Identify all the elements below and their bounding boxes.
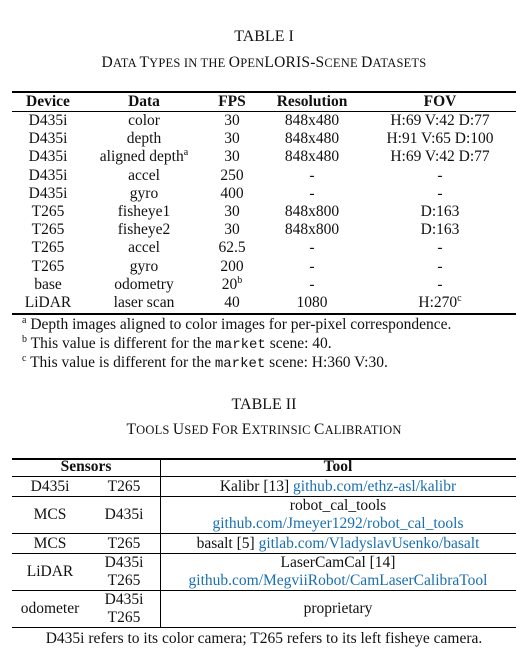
cell-text: - xyxy=(437,275,443,293)
cell-text: accel xyxy=(128,239,160,257)
cell-text: H:91 V:65 D:100 xyxy=(386,130,494,148)
table1-cell xyxy=(260,203,364,221)
cell-text: - xyxy=(437,257,443,275)
table1-cell xyxy=(84,294,204,312)
tool-cell xyxy=(160,478,516,496)
table1-cell xyxy=(260,258,364,276)
table1-header-cell: Device xyxy=(26,93,70,110)
cell-text: D435i xyxy=(28,112,68,129)
table1-cell xyxy=(12,112,84,130)
table1-cell xyxy=(12,185,84,203)
table1-cell xyxy=(12,221,84,239)
table1-cell xyxy=(364,185,516,203)
sensor-cell: odometer xyxy=(20,600,80,617)
table1-cell xyxy=(84,167,204,185)
cell-text: D:163 xyxy=(420,221,460,239)
note-text: Depth images aligned to color images for per-pixel correspondence. xyxy=(30,316,452,333)
note-text: scene: 40. xyxy=(265,335,332,352)
sensor-cell: D435i xyxy=(30,478,70,495)
tool-link[interactable]: github.com/MegviiRobot/CamLaserCalibraTool xyxy=(188,572,488,589)
cell-text: 848x480 xyxy=(284,130,340,148)
table1-cell xyxy=(204,112,260,130)
cell-text: 40 xyxy=(224,294,240,311)
table1-cell xyxy=(84,112,204,130)
table1-cell xyxy=(84,148,204,166)
cell-text: gyro xyxy=(129,257,159,275)
cell-text: color xyxy=(128,112,160,129)
table1-cell xyxy=(260,130,364,148)
table1-cell xyxy=(204,276,260,294)
tool-name: Kalibr [13] xyxy=(219,478,290,495)
cell-text: accel xyxy=(128,166,160,184)
cell-text: laser scan xyxy=(113,294,175,311)
table1-cell xyxy=(84,130,204,148)
table1-cell xyxy=(364,203,516,221)
table2-footnote: D435i refers to its color camera; T265 refers to its left fisheye camera. xyxy=(45,630,483,647)
table1-cell xyxy=(84,276,204,294)
table1-cell xyxy=(364,276,516,294)
title-part: D xyxy=(101,54,113,71)
cell-text: 200 xyxy=(220,257,244,275)
table1-title xyxy=(0,54,528,72)
tool-name: robot_cal_tools xyxy=(289,497,387,514)
title-part: ATA xyxy=(112,56,140,70)
table1-cell xyxy=(260,167,364,185)
note-marker: a xyxy=(22,314,27,326)
table1-cell xyxy=(204,258,260,276)
sensor-cell: T265 xyxy=(107,609,141,626)
cell-text: - xyxy=(437,166,443,184)
table1-header-cell: FOV xyxy=(423,93,457,110)
table2-bottom-rule xyxy=(12,627,516,628)
table1-cell xyxy=(204,239,260,257)
table1-cell xyxy=(84,185,204,203)
cell-text: 30 xyxy=(224,148,240,166)
title-part: D xyxy=(361,54,373,71)
table1-note-b xyxy=(22,335,332,353)
cell-text: T265 xyxy=(31,221,65,239)
tool-link[interactable]: github.com/Jmeyer1292/robot_cal_tools xyxy=(212,515,464,532)
table1-cell xyxy=(364,239,516,257)
note-code: market xyxy=(215,337,266,353)
cell-text: H:69 V:42 D:77 xyxy=(390,112,490,129)
sensor-cell: MCS xyxy=(33,506,67,523)
table1-note-c xyxy=(22,354,388,372)
table1-cell xyxy=(204,167,260,185)
cell-text: - xyxy=(437,184,443,202)
sensor-cell: D435i xyxy=(104,591,144,608)
cell-text: base xyxy=(34,275,62,293)
table1-cell xyxy=(364,221,516,239)
title-part: O xyxy=(228,54,241,71)
table1-cell xyxy=(12,258,84,276)
cell-text: 400 xyxy=(220,184,244,202)
cell-text: D435i xyxy=(28,166,68,184)
sensor-cell: LiDAR xyxy=(26,563,74,580)
title-part: CENE xyxy=(324,56,362,70)
footnote-marker: c xyxy=(457,292,462,304)
cell-text: T265 xyxy=(31,257,65,275)
note-code: market xyxy=(214,356,266,372)
tool-name: basalt [5] xyxy=(196,535,255,552)
sensor-cell: T265 xyxy=(107,478,141,495)
table1-cell xyxy=(84,221,204,239)
footnote-marker: a xyxy=(183,147,189,159)
cell-text: 848x480 xyxy=(284,112,340,129)
table1-cell xyxy=(364,112,516,130)
cell-text: D435i xyxy=(28,148,68,166)
cell-text: odometry xyxy=(114,275,174,293)
cell-text: LiDAR xyxy=(24,294,72,311)
note-marker: c xyxy=(22,352,27,364)
table2-number: TABLE II xyxy=(231,396,297,413)
table1-cell xyxy=(84,239,204,257)
table1-cell xyxy=(364,167,516,185)
title-part: PEN xyxy=(240,56,265,70)
table1-cell xyxy=(364,258,516,276)
table1-cell xyxy=(12,276,84,294)
table1-cell xyxy=(260,185,364,203)
table1-cell xyxy=(260,276,364,294)
table1-cell xyxy=(12,239,84,257)
tool-link[interactable]: github.com/ethz-asl/kalibr xyxy=(293,478,457,495)
cell-text: H:270 xyxy=(418,294,458,311)
table1-cell xyxy=(12,294,84,312)
tool-link[interactable]: gitlab.com/VladyslavUsenko/basalt xyxy=(258,535,480,552)
table1-cell xyxy=(364,294,516,312)
title-part: YPES IN THE xyxy=(149,56,229,70)
table1-cell xyxy=(12,203,84,221)
table1-note-a xyxy=(22,316,451,334)
table1-header-cell: FPS xyxy=(218,93,246,110)
note-text: This value is different for the xyxy=(30,354,215,371)
table1-cell xyxy=(260,112,364,130)
title-part: ATASETS xyxy=(372,56,427,70)
cell-text: depth xyxy=(126,130,162,148)
table1-cell xyxy=(204,148,260,166)
cell-text: 30 xyxy=(224,130,240,148)
sensor-cell: T265 xyxy=(107,572,141,589)
sensor-cell: D435i xyxy=(104,506,144,523)
tool-name: proprietary xyxy=(303,600,373,617)
cell-text: fisheye2 xyxy=(117,221,171,239)
table2-header-tool: Tool xyxy=(323,458,353,475)
table1-cell xyxy=(260,294,364,312)
table1-cell xyxy=(204,185,260,203)
tool-cell xyxy=(160,535,516,553)
title-part: T xyxy=(139,54,150,71)
title-part: LORIS-S xyxy=(264,54,325,71)
table1-bottom-rule xyxy=(12,313,516,315)
table1-cell xyxy=(364,130,516,148)
tool-name: LaserCamCal [14] xyxy=(280,554,396,571)
note-text: This value is different for the xyxy=(30,335,216,352)
table1-cell xyxy=(12,148,84,166)
note-text: scene: H:360 V:30. xyxy=(265,354,388,371)
cell-text: 250 xyxy=(220,166,244,184)
cell-text: 848x480 xyxy=(284,148,340,166)
table1-header-cell: Data xyxy=(128,93,160,110)
cell-text: gyro xyxy=(129,184,159,202)
cell-text: 848x800 xyxy=(284,203,340,220)
table2-header-sensors: Sensors xyxy=(60,458,112,475)
cell-text: D435i xyxy=(28,130,68,148)
sensor-cell: T265 xyxy=(107,535,141,552)
cell-text: - xyxy=(309,275,315,293)
cell-text: fisheye1 xyxy=(117,203,171,220)
table1-cell xyxy=(12,130,84,148)
table2-title xyxy=(0,421,528,439)
cell-text: 20 xyxy=(221,275,238,293)
cell-text: H:69 V:42 D:77 xyxy=(390,148,490,166)
table1-cell xyxy=(260,148,364,166)
cell-text: - xyxy=(309,166,315,184)
table1-cell xyxy=(204,221,260,239)
table1-cell xyxy=(84,203,204,221)
cell-text: 1080 xyxy=(296,294,328,311)
table2-title-text: TOOLS USED FOR EXTRINSIC CALIBRATION xyxy=(126,421,402,438)
cell-text: D:163 xyxy=(420,203,460,220)
cell-text: aligned depth xyxy=(99,148,184,166)
cell-text: - xyxy=(309,184,315,202)
cell-text: - xyxy=(437,239,443,257)
note-marker: b xyxy=(22,333,27,345)
table1-cell xyxy=(364,148,516,166)
table1-cell xyxy=(260,239,364,257)
footnote-marker: b xyxy=(237,274,243,286)
table1-cell xyxy=(260,221,364,239)
cell-text: - xyxy=(309,239,315,257)
cell-text: 62.5 xyxy=(218,239,246,257)
table2-header-rule xyxy=(12,476,516,477)
table1-number: TABLE I xyxy=(234,28,294,45)
cell-text: T265 xyxy=(31,203,65,220)
cell-text: 30 xyxy=(224,221,240,239)
cell-text: 30 xyxy=(224,203,240,220)
cell-text: T265 xyxy=(31,239,65,257)
table1-cell xyxy=(204,203,260,221)
table2-row-rule xyxy=(12,533,516,534)
sensor-cell: D435i xyxy=(104,554,144,571)
table1-cell xyxy=(204,294,260,312)
table1-cell xyxy=(84,258,204,276)
table1-header-cell: Resolution xyxy=(276,93,348,110)
table1-cell xyxy=(12,167,84,185)
sensor-cell: MCS xyxy=(33,535,67,552)
cell-text: - xyxy=(309,257,315,275)
cell-text: D435i xyxy=(28,184,68,202)
cell-text: 848x800 xyxy=(284,221,340,239)
table1-cell xyxy=(204,130,260,148)
cell-text: 30 xyxy=(224,112,240,129)
